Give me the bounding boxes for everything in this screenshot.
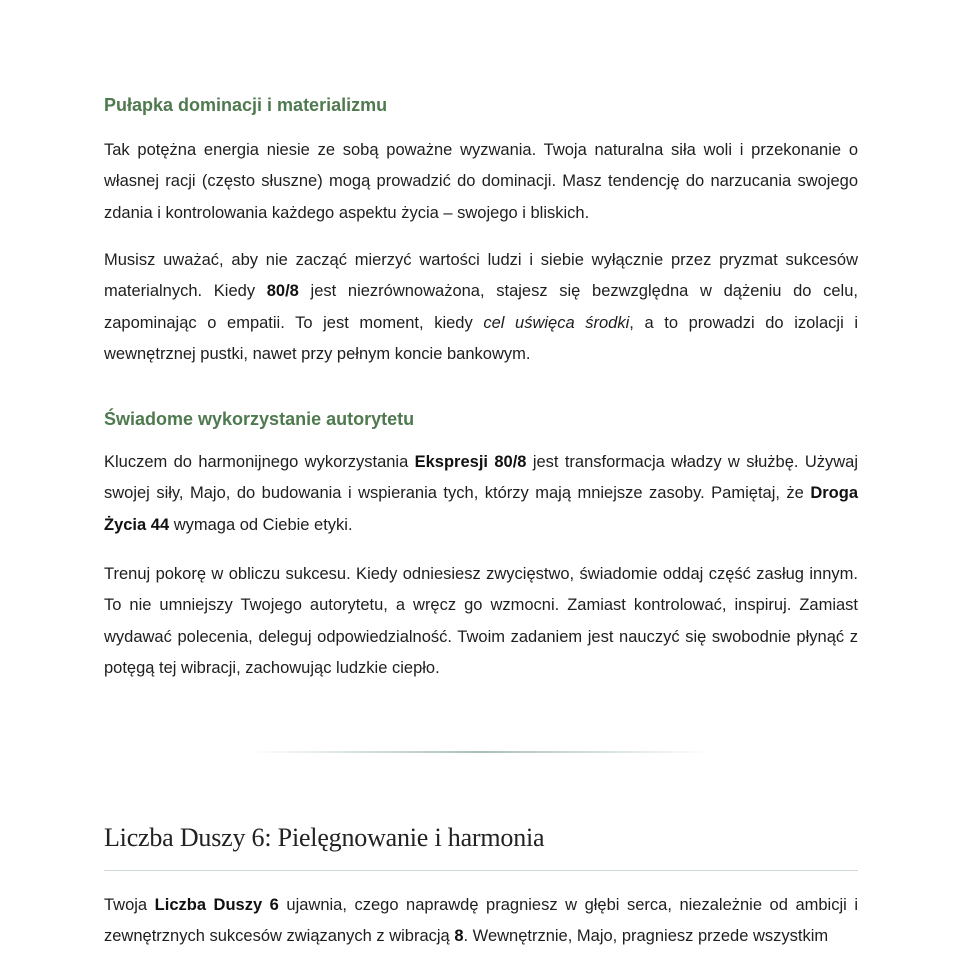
text-run: ujawnia, czego naprawdę pragniesz w głębi serca, niezależnie od ambicji i zewnętrznych sukcesów związanych z wibracją <box>104 896 859 946</box>
paragraph-authority-key <box>104 447 858 541</box>
paragraph-humility: Trenuj pokorę w obliczu sukcesu. Kiedy odniesiesz zwycięstwo, świadomie oddaj część zasług innym. To nie umniejszy Twojego autorytetu, a wręcz go wzmocni. Zamiast kontrolować, inspiruj. Zamiast wydawać polecenia, deleguj odpowiedzialność. Twoim zadaniem jest nauczyć się swobodnie płynąć z potęgą tej wibracji, zachowując ludzkie ciepło. <box>104 565 858 677</box>
text-run: jest niezrównoważona, stajesz się bezwzględna w dążeniu do celu, zapominając o empatii. To jest moment, kiedy <box>104 282 858 332</box>
italic-phrase: cel uświęca środki <box>483 313 630 332</box>
chapter-title-underline <box>104 870 858 871</box>
text-run: . Wewnętrznie, Majo, pragniesz przede wszystkim <box>463 927 829 946</box>
text-run: Twoja <box>104 896 155 914</box>
bold-life-path-44: Droga Życia 44 <box>104 484 858 534</box>
paragraph-challenges: Tak potężna energia niesie ze sobą poważne wyzwania. Twoja naturalna siła woli i przekonanie o własnej racji (często słuszne) mogą prowadzić do dominacji. Masz tendencję do narzucania swojego zdania i kontrolowania każdego aspektu życia – swojego i bliskich. <box>104 141 858 222</box>
bold-number-80-8: 80/8 <box>266 282 299 301</box>
bold-expression-80-8: Ekspresji 80/8 <box>414 453 527 471</box>
section-divider <box>250 751 710 753</box>
text-run: Kluczem do harmonijnego wykorzystania <box>104 453 415 471</box>
section-heading-authority: Świadome wykorzystanie autorytetu <box>104 409 415 429</box>
text-run: jest transformacja władzy w służbę. Używaj swojej siły, Majo, do budowania i wspierania tych, którzy mają mniejsze zasoby. Pamiętaj, że <box>104 453 858 503</box>
chapter-title: Liczba Duszy 6: Pielęgnowanie i harmonia <box>104 823 545 852</box>
text-run: wymaga od Ciebie etyki. <box>169 515 353 534</box>
paragraph-soul-number-intro <box>104 890 858 953</box>
text-run: , a to prowadzi do izolacji i wewnętrznej pustki, nawet przy pełnym koncie bankowym. <box>104 313 859 363</box>
text-run: Musisz uważać, aby nie zacząć mierzyć wartości ludzi i siebie wyłącznie przez pryzmat sukcesów materialnych. Kiedy <box>104 251 858 301</box>
paragraph-materialism <box>104 245 858 370</box>
bold-number-8: 8 <box>454 927 464 946</box>
section-heading-domination: Pułapka dominacji i materializmu <box>104 95 388 115</box>
bold-soul-number-6: Liczba Duszy 6 <box>154 896 279 914</box>
